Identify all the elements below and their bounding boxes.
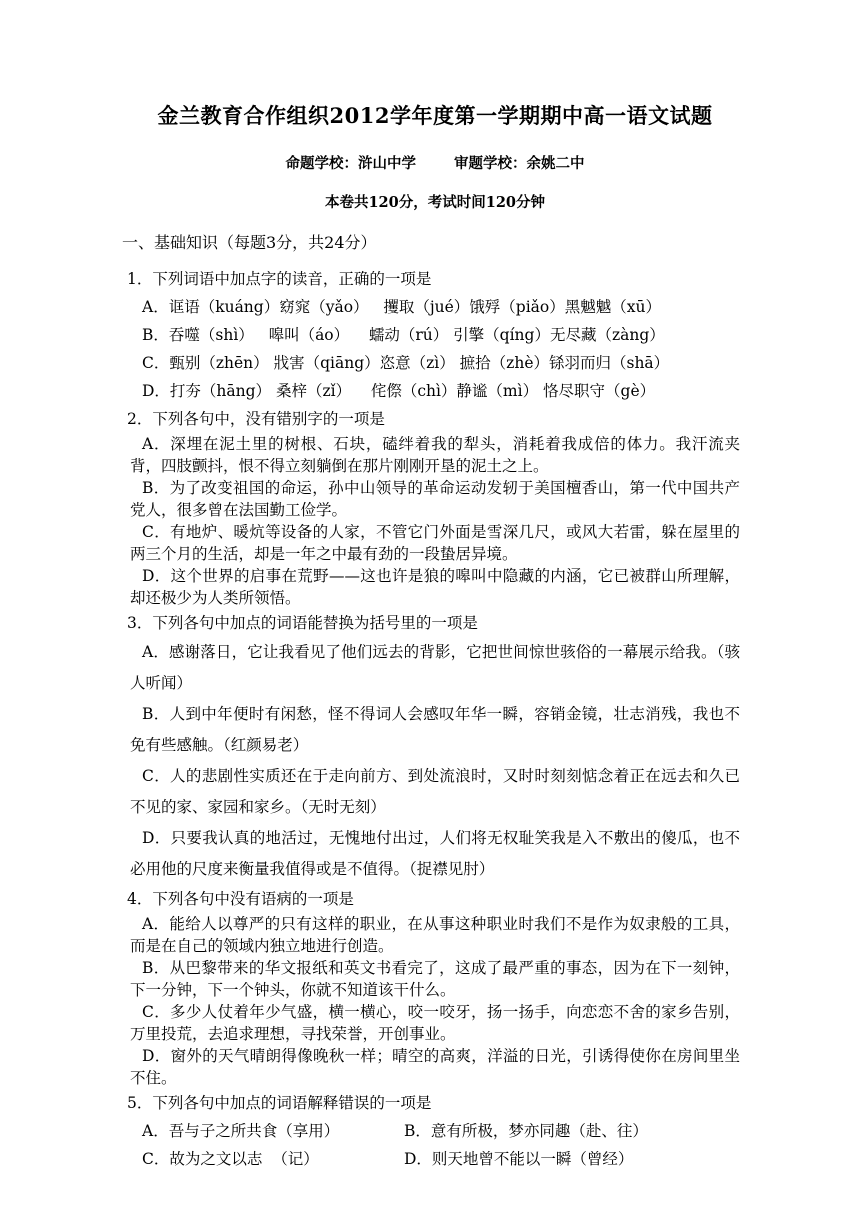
option-b: B．人到中年便时有闲愁，怪不得词人会感叹年华一瞬，容销金镜，壮志消残，我也不免有些感触。（红颜易老） bbox=[130, 705, 740, 754]
option-d: D．只要我认真的地活过，无愧地付出过，人们将无权耻笑我是入不敷出的傻瓜，也不必用他的尺度来衡量我值得或是不值得。（捉襟见肘） bbox=[130, 829, 740, 878]
option-b: B．为了改变祖国的命运，孙中山领导的革命运动发轫于美国檀香山，第一代中国共产党人，很多曾在法国勤工俭学。 bbox=[130, 479, 740, 519]
proposer-school: 命题学校：浒山中学 bbox=[285, 155, 416, 172]
question-stem: 3．下列各句中加点的词语能替换为括号里的一项是 bbox=[127, 614, 478, 632]
option-row bbox=[130, 1117, 740, 1145]
option-c: C．有地炉、暖炕等设备的人家，不管它门外面是雪深几尺，或风大若雷，躲在屋里的两三个月的生活，却是一年之中最有劲的一段蛰居异境。 bbox=[130, 523, 740, 563]
question-4 bbox=[127, 885, 740, 1089]
option-c: C．人的悲剧性实质还在于走向前方、到处流浪时，又时时刻刻惦念着正在远去和久已不见的家、家园和家乡。（无时无刻） bbox=[130, 767, 740, 816]
option-a: A．能给人以尊严的只有这样的职业，在从事这种职业时我们不是作为奴隶般的工具，而是在自己的领域内独立地进行创造。 bbox=[130, 915, 740, 955]
question-3 bbox=[127, 609, 740, 885]
option-d: D．这个世界的启事在荒野——这也许是狼的嗥叫中隐藏的内涵，它已被群山所理解，却还极少为人类所领悟。 bbox=[130, 567, 740, 607]
option-a: A．诓语（kuáng）窈窕（yǎo） 攫取（jué）饿殍（piǎo）黑魆魆（xū） bbox=[142, 298, 661, 316]
question-1 bbox=[127, 265, 740, 405]
option-a: A．吾与子之所共食（享用） bbox=[142, 1122, 340, 1140]
question-stem: 1．下列词语中加点字的读音，正确的一项是 bbox=[127, 270, 432, 288]
option-c: C．故为之文以志 （记） bbox=[142, 1150, 319, 1168]
option-a: A．深埋在泥土里的树根、石块，磕绊着我的犁头，消耗着我成倍的体力。我汗流夹背，四肢颤抖，恨不得立刻躺倒在那片刚刚开垦的泥土之上。 bbox=[130, 435, 740, 475]
option-d: D．打夯（hāng） 桑梓（zǐ） 侘傺（chì）静谧（mì） 恪尽职守（gè） bbox=[142, 382, 656, 400]
exam-info: 本卷共120分，考试时间120分钟 bbox=[324, 194, 546, 211]
question-stem: 2．下列各句中，没有错别字的一项是 bbox=[127, 410, 385, 428]
option-c: C．甄别（zhēn） 戕害（qiāng）恣意（zì） 摭拾（zhè）铩羽而归（shā） bbox=[142, 354, 670, 372]
option-row bbox=[130, 1145, 740, 1173]
exam-title: 金兰教育合作组织2012学年度第一学期期中高一语文试题 bbox=[157, 103, 713, 128]
option-d: D．窗外的天气晴朗得像晚秋一样；晴空的高爽，洋溢的日光，引诱得使你在房间里坐不住。 bbox=[130, 1047, 740, 1087]
option-c: C．多少人仗着年少气盛，横一横心，咬一咬牙，扬一扬手，向恋恋不舍的家乡告别，万里投荒，去追求理想，寻找荣誉，开创事业。 bbox=[130, 1003, 740, 1043]
section-heading: 一、基础知识（每题3分，共24分） bbox=[122, 233, 377, 252]
question-2 bbox=[127, 405, 740, 609]
question-stem: 5．下列各句中加点的词语解释错误的一项是 bbox=[127, 1094, 432, 1112]
option-b: B．从巴黎带来的华文报纸和英文书看完了，这成了最严重的事态，因为在下一刻钟，下一分钟，下一个钟头，你就不知道该干什么。 bbox=[130, 959, 740, 999]
question-5 bbox=[127, 1089, 740, 1173]
question-stem: 4．下列各句中没有语病的一项是 bbox=[127, 890, 354, 908]
option-a: A．感谢落日，它让我看见了他们远去的背影，它把世间惊世骇俗的一幕展示给我。（骇人听闻） bbox=[130, 643, 740, 692]
option-b: B．意有所极，梦亦同趣（赴、往） bbox=[404, 1122, 648, 1140]
option-d: D．则天地曾不能以一瞬（曾经） bbox=[404, 1150, 634, 1168]
school-line bbox=[130, 152, 740, 173]
reviewer-school: 审题学校：余姚二中 bbox=[454, 155, 585, 172]
option-b: B．吞噬（shì） 嗥叫（áo） 蠕动（rú） 引擎（qíng）无尽藏（zàng） bbox=[142, 326, 665, 344]
